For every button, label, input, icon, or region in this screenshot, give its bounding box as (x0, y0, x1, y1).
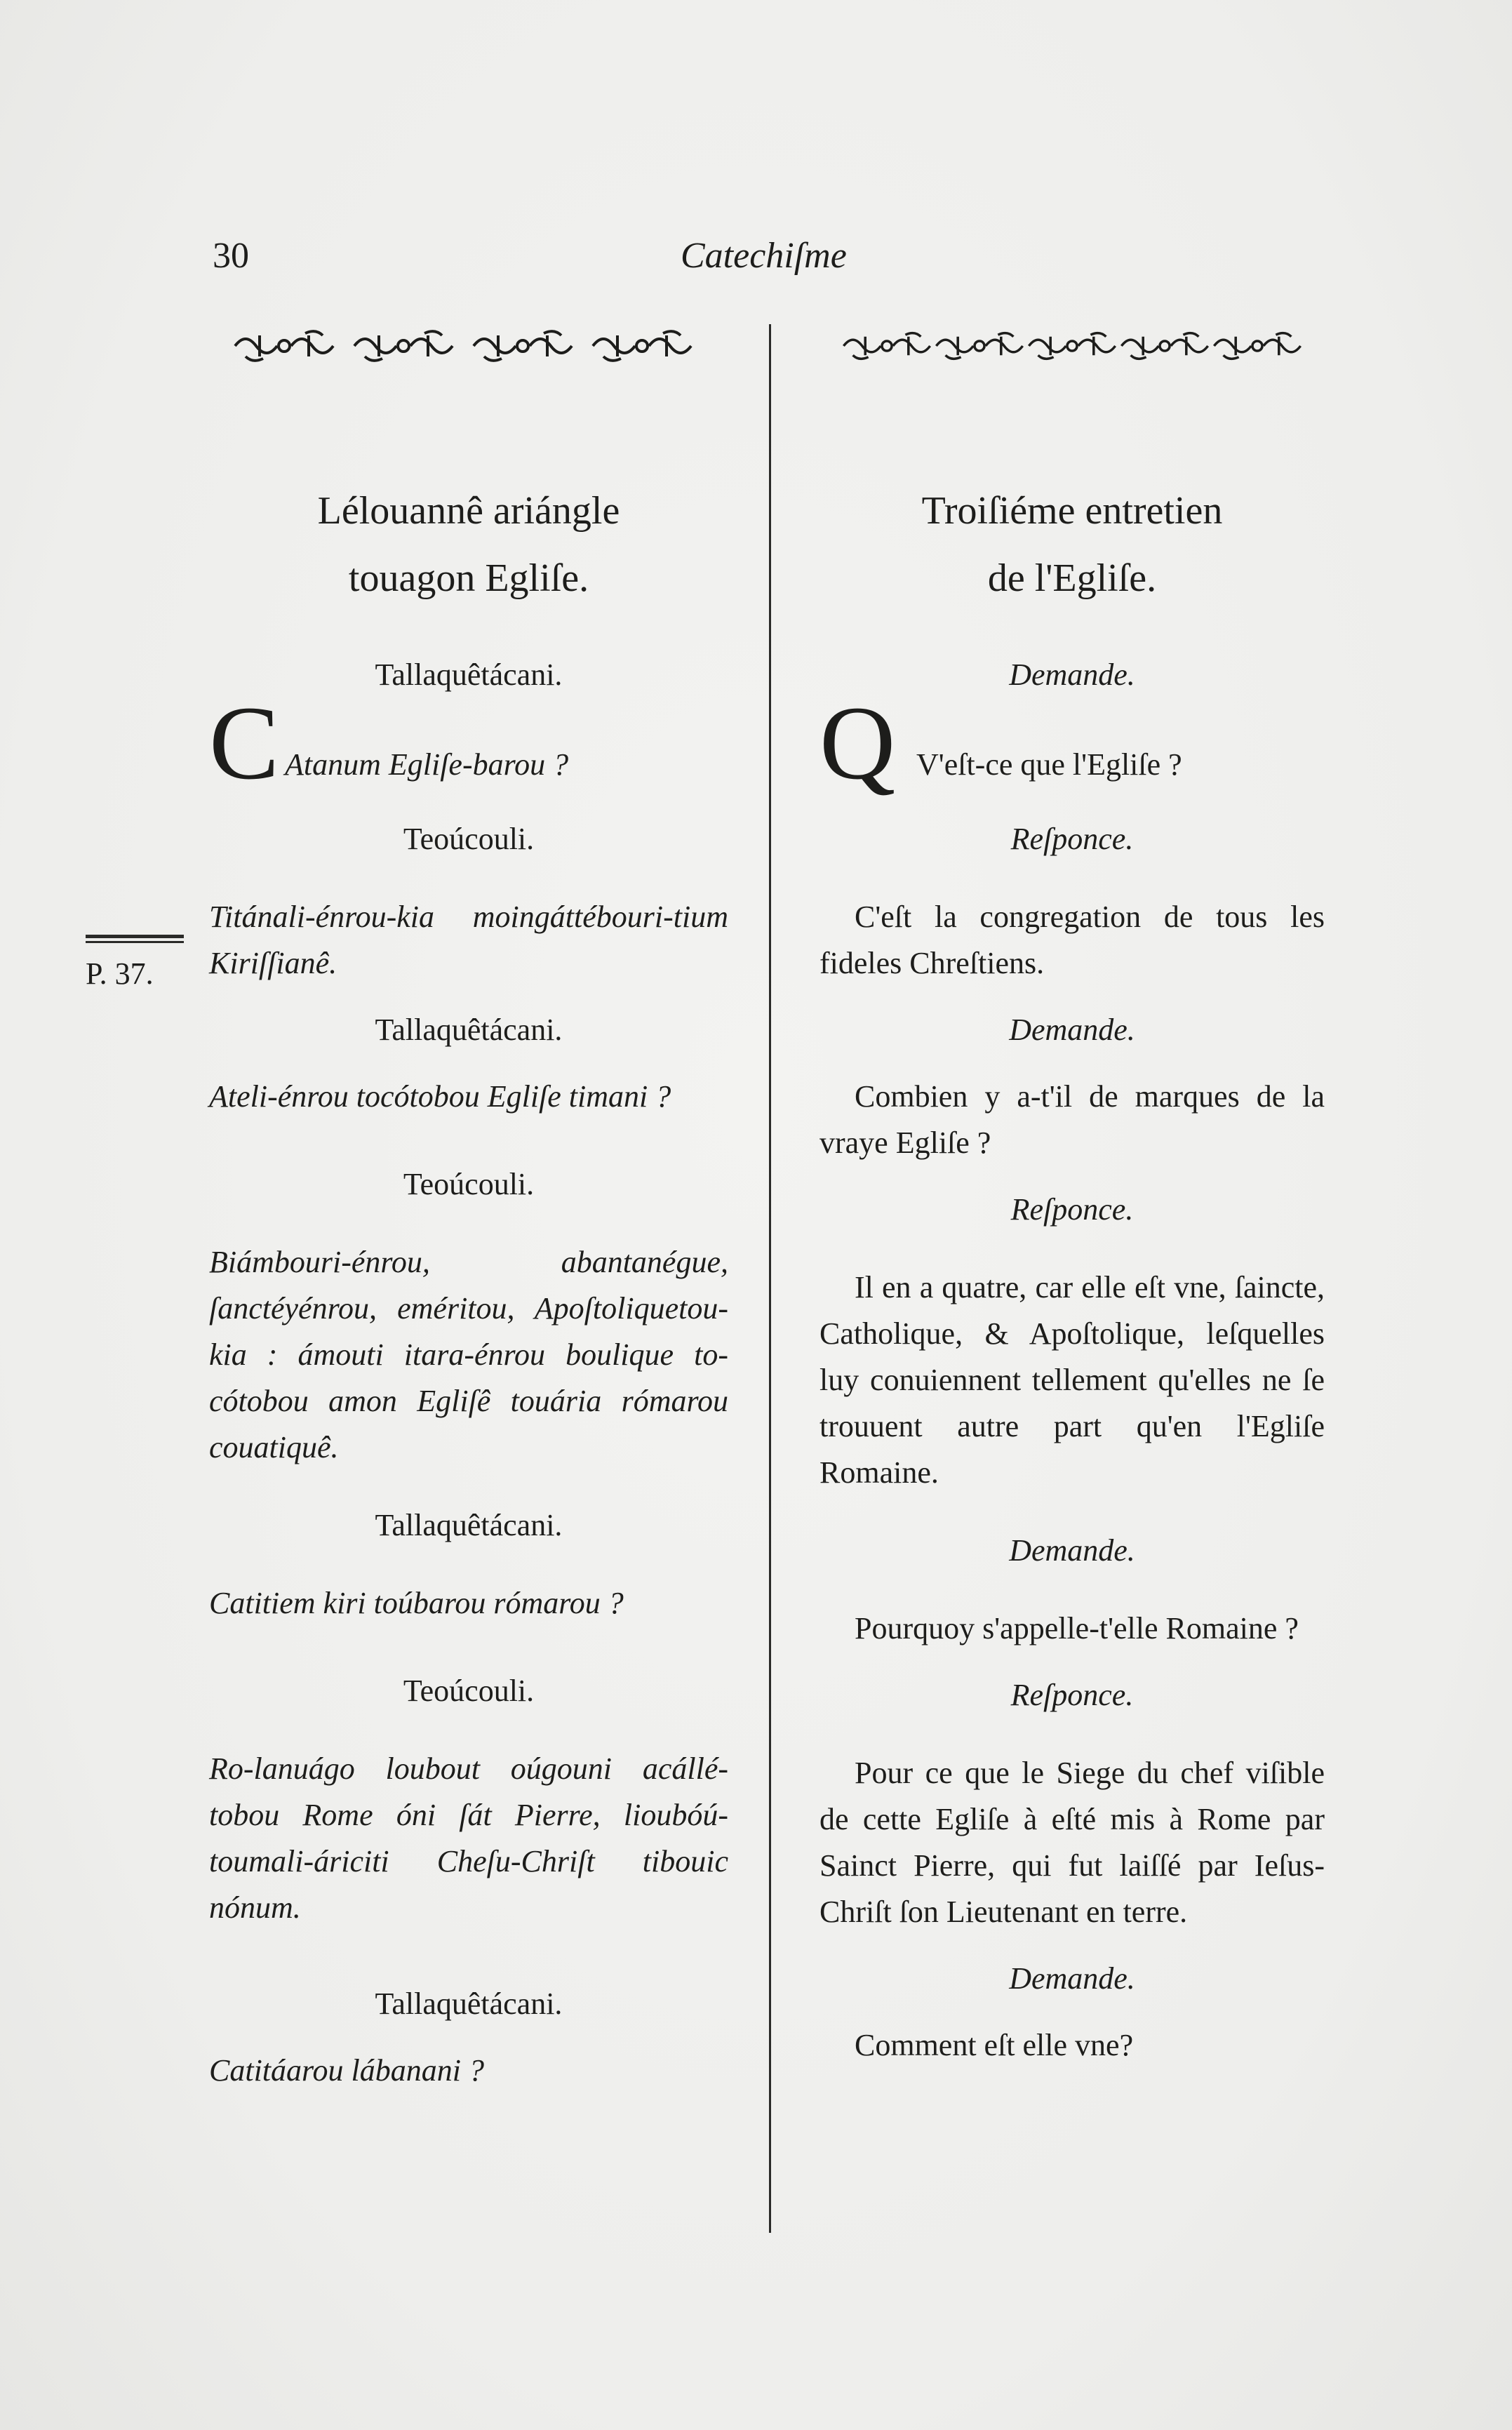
column-divider (769, 324, 771, 2233)
answer-text: Titánali-énrou-kia moingáttébouri-tium Kiriſſianê. (209, 900, 728, 980)
dropcap-question (209, 685, 728, 817)
question-text: Catitiem kiri toúbarou rómarou ? (209, 1586, 624, 1620)
right-ornament-band (841, 321, 1304, 370)
answer-label: Reſponce. (1010, 1678, 1134, 1712)
fleuron-ornament (1026, 325, 1118, 367)
answer-label: Reſponce. (1010, 822, 1134, 856)
fleuron-ornament (1118, 325, 1211, 367)
answer-label: Teoúcouli. (403, 1674, 535, 1708)
question-label: Demande. (1009, 1013, 1135, 1047)
question-text: Pourquoy s'appelle-t'elle Romaine ? (855, 1611, 1299, 1645)
answer-text: C'eſt la congregation de tous les fideles Chreſtiens. (819, 900, 1325, 980)
page-number: 30 (213, 236, 249, 276)
margin-rule (86, 941, 184, 943)
answer-text: Il en a quatre, car elle eſt vne, ſaincte, Catholique, & Apoſtolique, leſquelles luy conuiennent tellement qu'elles ne ſe trouuent autre part qu'en l'Egliſe Romaine. (819, 1270, 1325, 1490)
question-label: Demande. (1009, 1961, 1135, 1996)
answer-label: Reſponce. (1010, 1192, 1134, 1227)
right-heading-line1: Troiſiéme entretien (921, 489, 1223, 533)
left-heading (209, 477, 728, 610)
question-text: Atanum Egliſe-barou ? (285, 747, 569, 782)
question-label: Demande. (1009, 657, 1135, 692)
fleuron-ornament (351, 325, 456, 367)
left-ornament-band (232, 321, 695, 370)
right-heading (819, 477, 1325, 610)
running-title: Catechiſme (681, 236, 847, 276)
fleuron-ornament (841, 325, 933, 367)
question-text: Combien y a-t'il de marques de la vraye Egliſe ? (819, 1079, 1325, 1160)
dropcap-letter: C (209, 685, 280, 801)
answer-text: Ro-lanuágo loubout oúgouni acállé-tobou Rome óni ſát Pierre, lioubóú-toumali-áriciti Cheſu-Chriſt tibouic nónum. (209, 1751, 728, 1925)
right-heading-line2: de l'Egliſe. (987, 556, 1157, 600)
dropcap-question (819, 685, 1325, 817)
question-label: Tallaquêtácani. (375, 1013, 563, 1047)
answer-label: Teoúcouli. (403, 1167, 535, 1201)
question-label: Tallaquêtácani. (375, 1987, 563, 2021)
left-heading-line1: Lélouannê ariángle (317, 489, 620, 533)
margin-rule (86, 935, 184, 938)
fleuron-ornament (470, 325, 575, 367)
question-text: Catitáarou lábanani ? (209, 2053, 484, 2088)
fleuron-ornament (933, 325, 1026, 367)
question-label: Tallaquêtácani. (375, 657, 563, 692)
left-heading-line2: touagon Egliſe. (348, 556, 589, 600)
question-label: Tallaquêtácani. (375, 1508, 563, 1542)
question-text: Comment eſt elle vne? (855, 2028, 1134, 2062)
margin-reference: P. 37. (86, 956, 154, 991)
fleuron-ornament (1211, 325, 1304, 367)
fleuron-ornament (232, 325, 337, 367)
right-column (819, 477, 1325, 2069)
dropcap-letter: Q (819, 685, 896, 801)
answer-text: Pour ce que le Siege du chef viſible de cette Egliſe à eſté mis à Rome par Sainct Pierre, qui fut laiſſé par Ieſus-Chriſt ſon Lieutenant en terre. (819, 1756, 1325, 1929)
fleuron-ornament (589, 325, 695, 367)
running-head (0, 235, 1512, 291)
answer-text: Biámbouri-énrou, abantanégue, ſanctéyénrou, eméritou, Apoſtoliquetou-kia : ámouti itara-énrou boulique to-cótobou amon Egliſê touária rómarou couatiquê. (209, 1245, 728, 1464)
answer-label: Teoúcouli. (403, 822, 535, 856)
left-column (209, 477, 728, 2094)
question-text: Ateli-énrou tocótobou Egliſe timani ? (209, 1079, 671, 1114)
question-label: Demande. (1009, 1533, 1135, 1568)
question-text: V'eſt-ce que l'Egliſe ? (916, 747, 1182, 782)
margin-note (86, 935, 184, 992)
